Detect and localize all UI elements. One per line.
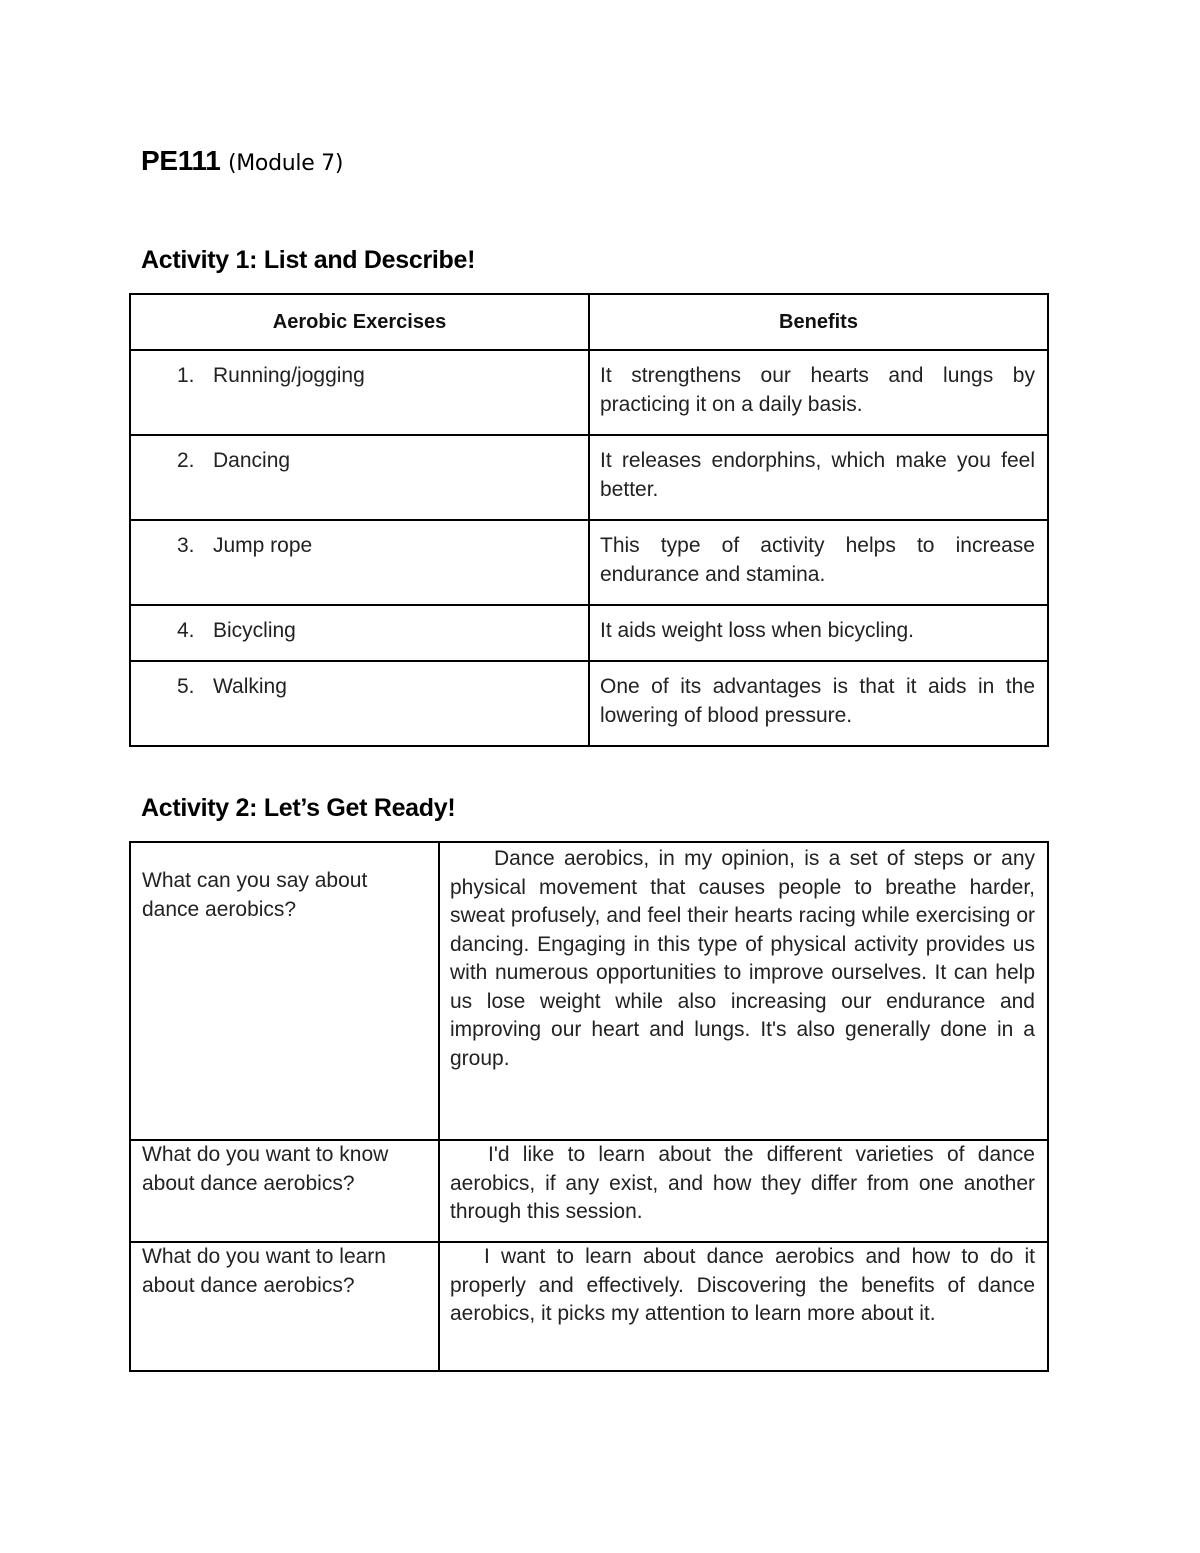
benefit-cell: It strengthens our hearts and lungs by practicing it on a daily basis. <box>589 350 1048 435</box>
exercise-name: Bicycling <box>213 619 296 642</box>
answer-cell <box>439 1242 1048 1371</box>
table-row <box>130 1242 1048 1371</box>
answer-text: Dance aerobics, in my opinion, is a set of steps or any physical movement that causes people to breathe harder, sweat profusely, and feel their hearts racing while exercising or dancing. Engaging in this type of physical activity provides us with numerous opportunities to improve ourselves. It can help us lose weight while also increasing our endurance and improving our heart and lungs. It's also generally done in a group. <box>450 847 1035 1070</box>
module-label: (Module 7) <box>227 151 344 176</box>
benefit-cell: One of its advantages is that it aids in the lowering of blood pressure. <box>589 661 1048 746</box>
table-row <box>130 661 1048 746</box>
table-row <box>130 350 1048 435</box>
course-code: PE111 <box>141 145 221 176</box>
row-number: 3. <box>177 534 195 557</box>
exercise-cell <box>130 605 589 661</box>
table-header-row <box>130 294 1048 350</box>
row-number: 4. <box>177 619 195 642</box>
activity1-heading: Activity 1: List and Describe! <box>141 246 476 274</box>
activity2-heading: Activity 2: Let’s Get Ready! <box>141 794 456 822</box>
question-cell: What can you say about dance aerobics? <box>130 842 439 1140</box>
column-header-benefits: Benefits <box>589 294 1048 350</box>
activity2-table <box>129 841 1049 1372</box>
answer-cell <box>439 842 1048 1140</box>
table-row <box>130 605 1048 661</box>
exercise-cell <box>130 661 589 746</box>
answer-text: I want to learn about dance aerobics and how to do it properly and effectively. Discovering the benefits of dance aerobics, it picks my attention to learn more about it. <box>450 1245 1035 1325</box>
table-row <box>130 1140 1048 1242</box>
question-cell: What do you want to learn about dance aerobics? <box>130 1242 439 1371</box>
benefit-cell: It aids weight loss when bicycling. <box>589 605 1048 661</box>
question-cell: What do you want to know about dance aerobics? <box>130 1140 439 1242</box>
table-row <box>130 435 1048 520</box>
answer-cell <box>439 1140 1048 1242</box>
row-number: 5. <box>177 675 195 698</box>
exercise-name: Dancing <box>213 449 291 472</box>
row-number: 1. <box>177 364 195 387</box>
exercise-name: Running/jogging <box>213 364 365 387</box>
answer-text: I'd like to learn about the different varieties of dance aerobics, if any exist, and how they differ from one another through this session. <box>450 1143 1035 1223</box>
exercise-cell <box>130 520 589 605</box>
page-title <box>141 145 343 177</box>
benefit-cell: This type of activity helps to increase endurance and stamina. <box>589 520 1048 605</box>
exercise-name: Walking <box>213 675 287 698</box>
column-header-exercises: Aerobic Exercises <box>130 294 589 350</box>
activity1-table <box>129 293 1049 747</box>
benefit-cell: It releases endorphins, which make you feel better. <box>589 435 1048 520</box>
table-row <box>130 520 1048 605</box>
exercise-cell <box>130 350 589 435</box>
table-row <box>130 842 1048 1140</box>
row-number: 2. <box>177 449 195 472</box>
exercise-cell <box>130 435 589 520</box>
exercise-name: Jump rope <box>213 534 313 557</box>
